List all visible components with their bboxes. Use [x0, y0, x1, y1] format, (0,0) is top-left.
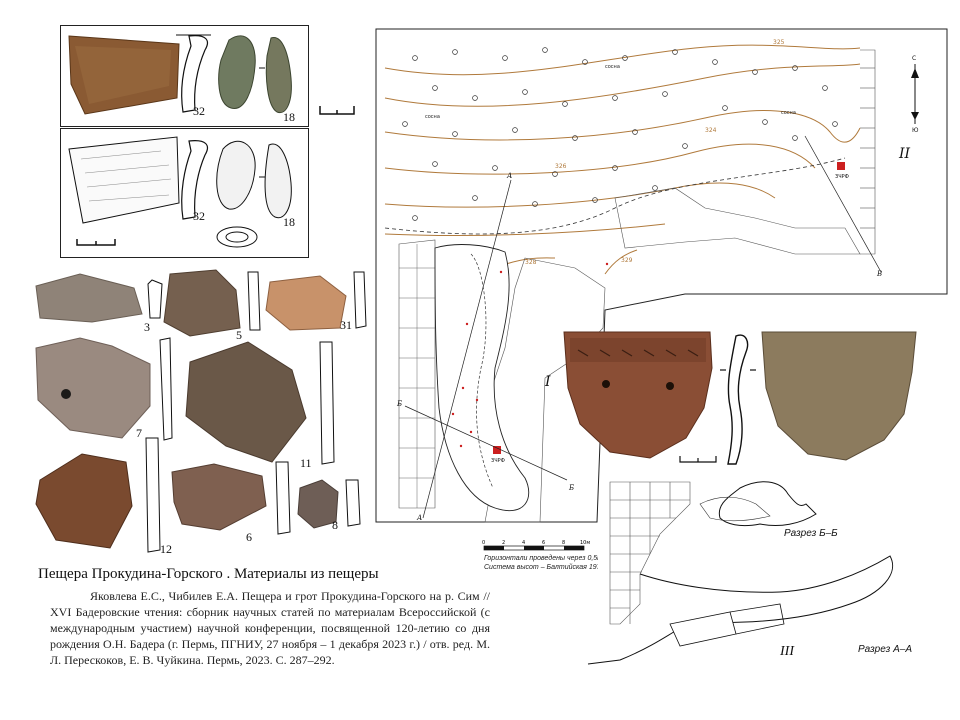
- scale-note-heights: Система высот – Балтийская 1977г.: [484, 564, 598, 571]
- contour-label-2: 324: [705, 127, 717, 134]
- pit-label-3: сосна: [781, 110, 796, 116]
- sherd-number-5: 5: [236, 328, 242, 342]
- section-label-aa: Разрез А–А: [858, 644, 912, 655]
- contour-label-4: 328: [525, 259, 537, 266]
- find-number-18-top: 18: [283, 110, 295, 124]
- marker-text-2: ЗЧРФ: [835, 174, 849, 180]
- finds-photo-drawing: [61, 26, 308, 126]
- scale-tick-0: 0: [482, 540, 486, 546]
- finds-photo-panel: [60, 25, 309, 127]
- contour-label-3: 326: [555, 163, 567, 170]
- scale-note-contours: Горизонтали проведены через 0,5м: [484, 555, 598, 562]
- sherd-number-7: 7: [136, 426, 142, 440]
- find-number-32-bottom: 32: [193, 209, 205, 223]
- pit-label-2: сосна: [605, 64, 620, 70]
- north-letter: С: [912, 55, 917, 62]
- section-label-bb: Разрез Б–Б: [784, 528, 838, 539]
- contour-label-1: 325: [773, 39, 785, 46]
- sherd-number-3: 3: [144, 320, 150, 334]
- sherd-number-8: 8: [332, 518, 338, 532]
- section-label-i: I: [545, 374, 551, 390]
- sherd-number-6: 6: [246, 530, 252, 544]
- sherd-number-12: 12: [160, 542, 172, 556]
- scale-tick-8: 8: [562, 540, 566, 546]
- profile-marker-a2: А: [417, 514, 423, 522]
- scale-bar-drawing: [75, 237, 119, 249]
- scale-tick-2: 2: [502, 540, 506, 546]
- vessel-rim-fragment: [560, 328, 920, 468]
- marker-red-1: [493, 446, 501, 454]
- figure-title: Пещера Прокудина-Горского . Материалы из пещеры: [38, 566, 379, 582]
- find-number-32-top: 32: [193, 104, 205, 118]
- bibliographic-citation: Яковлева Е.С., Чибилев Е.А. Пещера и грот Прокудина-Горского на р. Сим // XVI Бадеровские чтения: сборник научных статей по материалам Всероссийской (с международным участием) научной конференции, посвященной 120-летию со дня рождения О.Н. Бадера (г. Пермь, ПГНИУ, 27 ноября – 1 декабря 2023 г.) / отв. ред. М. Л. Перескоков, Е. В. Чуйкина. Пермь, 2023. С. 287–292.: [50, 589, 490, 667]
- sherd-number-11: 11: [300, 456, 312, 470]
- profile-marker-v: В: [877, 270, 883, 278]
- sherd-photos: [30, 266, 370, 556]
- profile-marker-b2: Б: [569, 484, 575, 492]
- scale-tick-4: 4: [522, 540, 526, 546]
- south-letter: Ю: [912, 127, 919, 134]
- pit-label-1: сосна: [425, 114, 440, 120]
- profile-marker-a1: А: [507, 172, 513, 180]
- scale-bar-finds: [318, 104, 358, 118]
- section-label-ii: II: [899, 146, 911, 162]
- find-number-18-bottom: 18: [283, 215, 295, 229]
- profile-marker-b1: Б: [397, 400, 403, 408]
- marker-red-2: [837, 162, 845, 170]
- contour-label-5: 329: [621, 257, 633, 264]
- finds-drawing-panel: [60, 128, 309, 258]
- scale-tick-6: 6: [542, 540, 546, 546]
- scale-tick-10: 10м: [580, 540, 591, 546]
- sherd-number-31: 31: [340, 318, 352, 332]
- section-label-iii: III: [780, 644, 794, 659]
- marker-text-1: ЗЧРФ: [491, 458, 505, 464]
